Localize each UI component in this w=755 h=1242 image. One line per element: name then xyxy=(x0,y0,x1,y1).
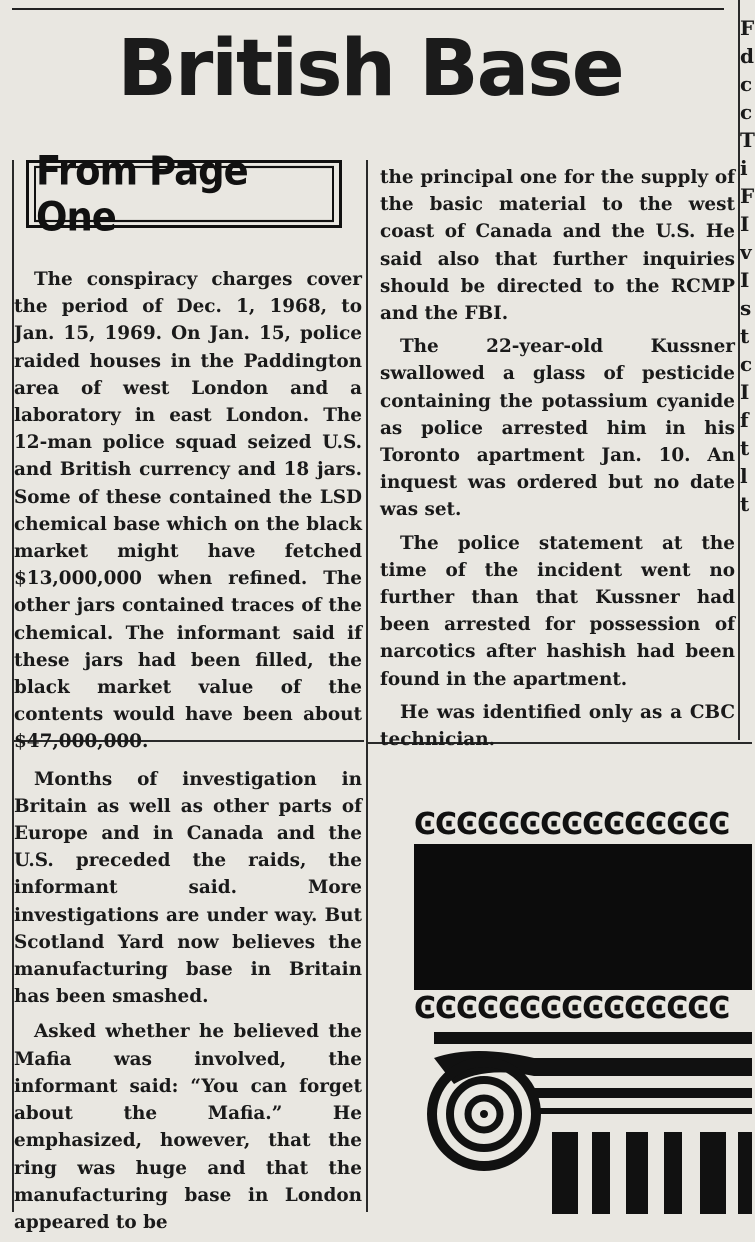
adjacent-column-edge: F d c c T i F I v I s t c I f t l t xyxy=(740,16,755,516)
ionic-column-capital-icon xyxy=(414,1028,752,1214)
paragraph: Months of investigation in Britain as well as other parts of Europe and in Canada and the U.S. preceded the raids, the informant said. More investigations are under way. But Scotland Yard now believes the manufacturing base in Britain has been smashed. xyxy=(14,768,362,1008)
paragraph: He was identified only as a CBC technician. xyxy=(380,701,735,751)
paragraph: The 22-year-old Kussner swallowed a glass of pesticide containing the potassium cyanide as police arrested him in his Toronto apartment Jan. 10. An inquest was ordered but no date was set. xyxy=(380,336,735,521)
from-page-one-box xyxy=(26,147,342,241)
greek-key-border-bottom: ϾϾϾϾϾϾϾϾϾϾϾϾϾϾϾ xyxy=(414,991,730,1026)
column-rule-middle xyxy=(366,160,368,1212)
article-column-2 xyxy=(380,164,735,759)
top-rule xyxy=(12,8,724,10)
paragraph: the principal one for the supply of the basic material to the west coast of Canada and the U.S. He said also that further inquiries should be directed to the RCMP and the FBI. xyxy=(380,167,735,325)
greek-key-border-top: ϾϾϾϾϾϾϾϾϾϾϾϾϾϾϾ xyxy=(414,807,730,842)
paragraph: The police statement at the time of the incident went no further than that Kussner had been arrested for possession of narcotics after hashish had been found in the apartment. xyxy=(380,532,735,690)
black-band xyxy=(414,844,752,990)
article-column-1 xyxy=(14,266,362,1242)
paragraph: The conspiracy charges cover the period of Dec. 1, 1968, to Jan. 15, 1969. On Jan. 15, police raided houses in the Paddington area of west London and a laboratory in east London. The 12-man police squad seized U.S. and British currency and 18 jars. Some of these contained the LSD chemical base which on the black market might have fetched $13,000,000 when refined. The other jars contained traces of the chemical. The informant said if these jars had been filled, the black market value of the contents would have been about $47,000,000. xyxy=(14,269,362,753)
paragraph: Asked whether he believed the Mafia was involved, the informant said: “You can forget about the Mafia.” He emphasized, however, that the ring was huge and that the manufacturing base in London appeared to be xyxy=(14,1021,362,1233)
headline: British Base xyxy=(117,24,623,114)
from-page-one-label: From Page One xyxy=(34,166,334,222)
advertisement-ornament xyxy=(414,808,752,1212)
